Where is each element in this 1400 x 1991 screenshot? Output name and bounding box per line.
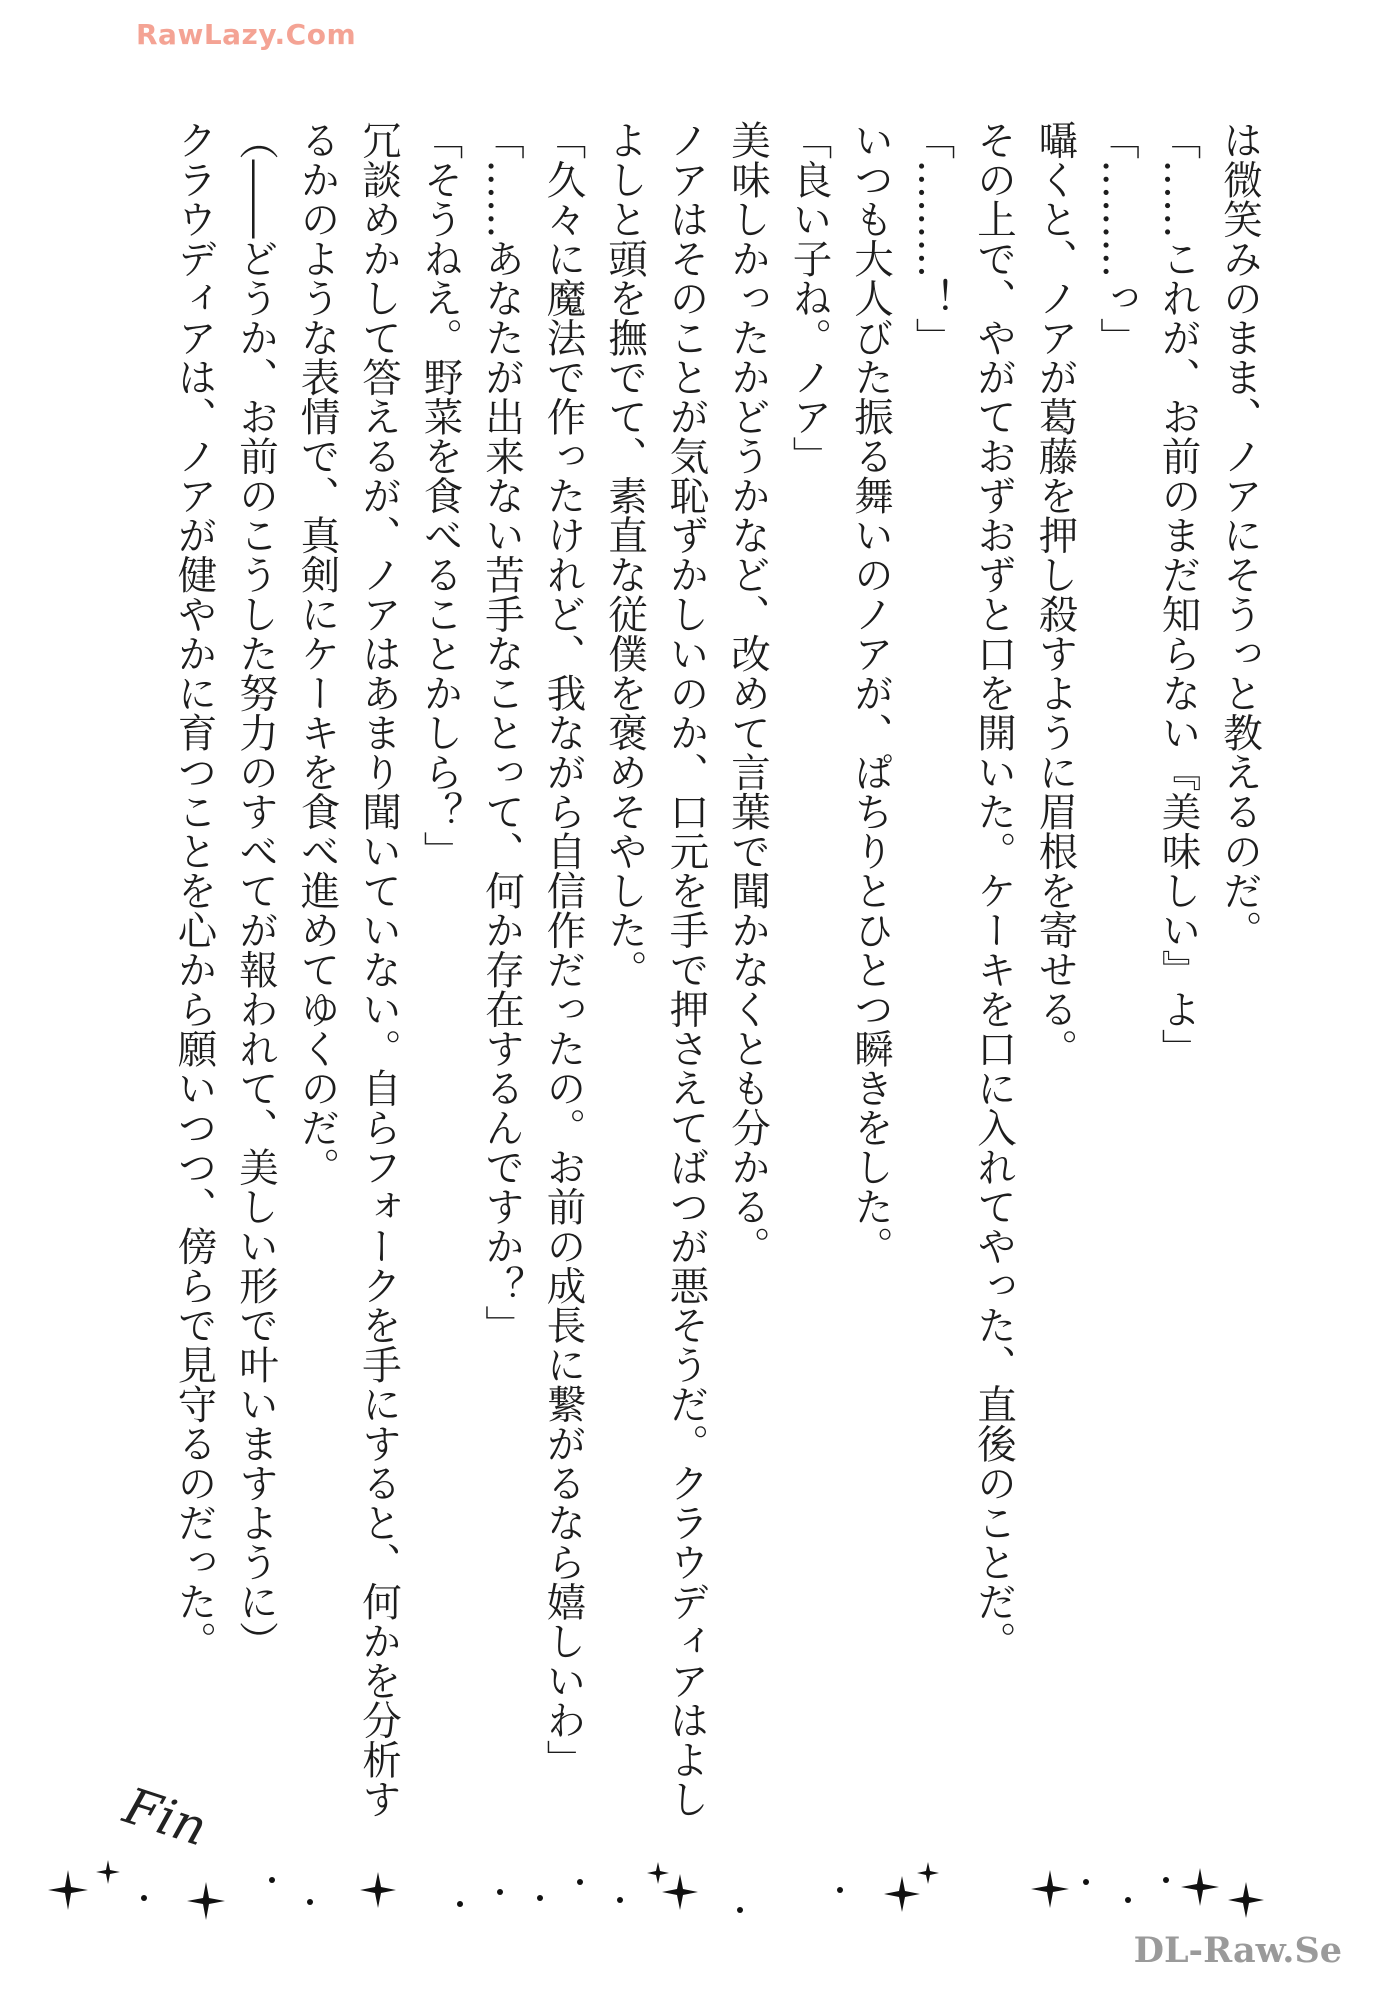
sparkle-divider <box>40 1860 1360 1920</box>
text-line: 「そうねえ。野菜を食べることかしら？」 <box>417 120 464 871</box>
text-line: 「良い子ね。ノア」 <box>786 120 833 476</box>
sparkle-icon <box>1031 1870 1069 1908</box>
fin-label: Fin <box>117 1776 214 1858</box>
sparkle-icon <box>360 1872 396 1908</box>
text-line: クラウディアは、ノアが健やかに育つことを心から願いつつ、傍らで見守るのだった。 <box>171 120 218 1661</box>
dot-icon <box>307 1899 313 1905</box>
dot-icon <box>1163 1877 1169 1883</box>
text-line: 「………っ」 <box>1094 120 1140 357</box>
text-line: 冗談めかして答えるが、ノアはあまり聞いていない。自らフォークを手にすると、何かを分析す <box>356 120 402 1819</box>
text-line: 囁くと、ノアが葛藤を押し殺すように眉根を寄せる。 <box>1032 120 1079 1068</box>
dot-icon <box>1083 1879 1089 1885</box>
dot-icon <box>837 1887 843 1893</box>
text-line: 「久々に魔法で作ったけれど、我ながら自信作だったの。お前の成長に繋がるなら嬉しいわ」 <box>540 120 587 1779</box>
dot-icon <box>1125 1897 1131 1903</box>
sparkle-icon <box>884 1876 920 1912</box>
dot-icon <box>737 1907 743 1913</box>
sparkle-icon <box>662 1874 698 1910</box>
sparkle-icon <box>917 1862 939 1884</box>
text-line: 「……あなたが出来ない苦手なことって、何か存在するんですか？」 <box>479 120 525 1345</box>
text-line: は微笑みのまま、ノアにそうっと教えるのだ。 <box>1217 120 1263 950</box>
dot-icon <box>497 1889 503 1895</box>
watermark-top: RawLazy.Com <box>136 18 357 51</box>
vertical-text-body <box>100 120 1270 1820</box>
dot-icon <box>537 1895 543 1901</box>
dot-icon <box>577 1879 583 1885</box>
sparkle-icon <box>96 1860 120 1884</box>
text-line: るかのような表情で、真剣にケーキを食べ進めてゆくのだ。 <box>294 120 341 1187</box>
sparkle-icon <box>48 1870 88 1910</box>
dot-icon <box>457 1901 463 1907</box>
sparkle-icon <box>1228 1882 1264 1918</box>
dot-icon <box>141 1895 147 1901</box>
sparkle-icon <box>647 1862 669 1884</box>
text-line: よしと頭を撫でて、素直な従僕を褒めそやした。 <box>602 120 648 989</box>
dot-icon <box>269 1877 275 1883</box>
text-line: 「………！」 <box>909 120 956 357</box>
text-line: ノアはそのことが気恥ずかしいのか、口元を手で押さえてばつが悪そうだ。クラウディアはよし <box>663 120 710 1819</box>
text-line: 「……これが、お前のまだ知らない『美味しい』よ」 <box>1155 120 1202 1068</box>
text-line: いつも大人びた振る舞いのノアが、ぱちりとひとつ瞬きをした。 <box>848 120 894 1266</box>
sparkle-icon <box>1181 1868 1219 1906</box>
text-line: （――どうか、お前のこうした努力のすべてが報われて、美しい形で叶いますように） <box>233 120 279 1661</box>
sparkle-icon <box>187 1882 225 1920</box>
text-line: 美味しかったかどうかなど、改めて言葉で聞かなくとも分かる。 <box>725 120 771 1266</box>
text-line: その上で、やがておずおずと口を開いた。ケーキを口に入れてやった、直後のことだ。 <box>971 120 1017 1661</box>
watermark-bottom: DL-Raw.Se <box>1133 1930 1342 1971</box>
dot-icon <box>617 1897 623 1903</box>
